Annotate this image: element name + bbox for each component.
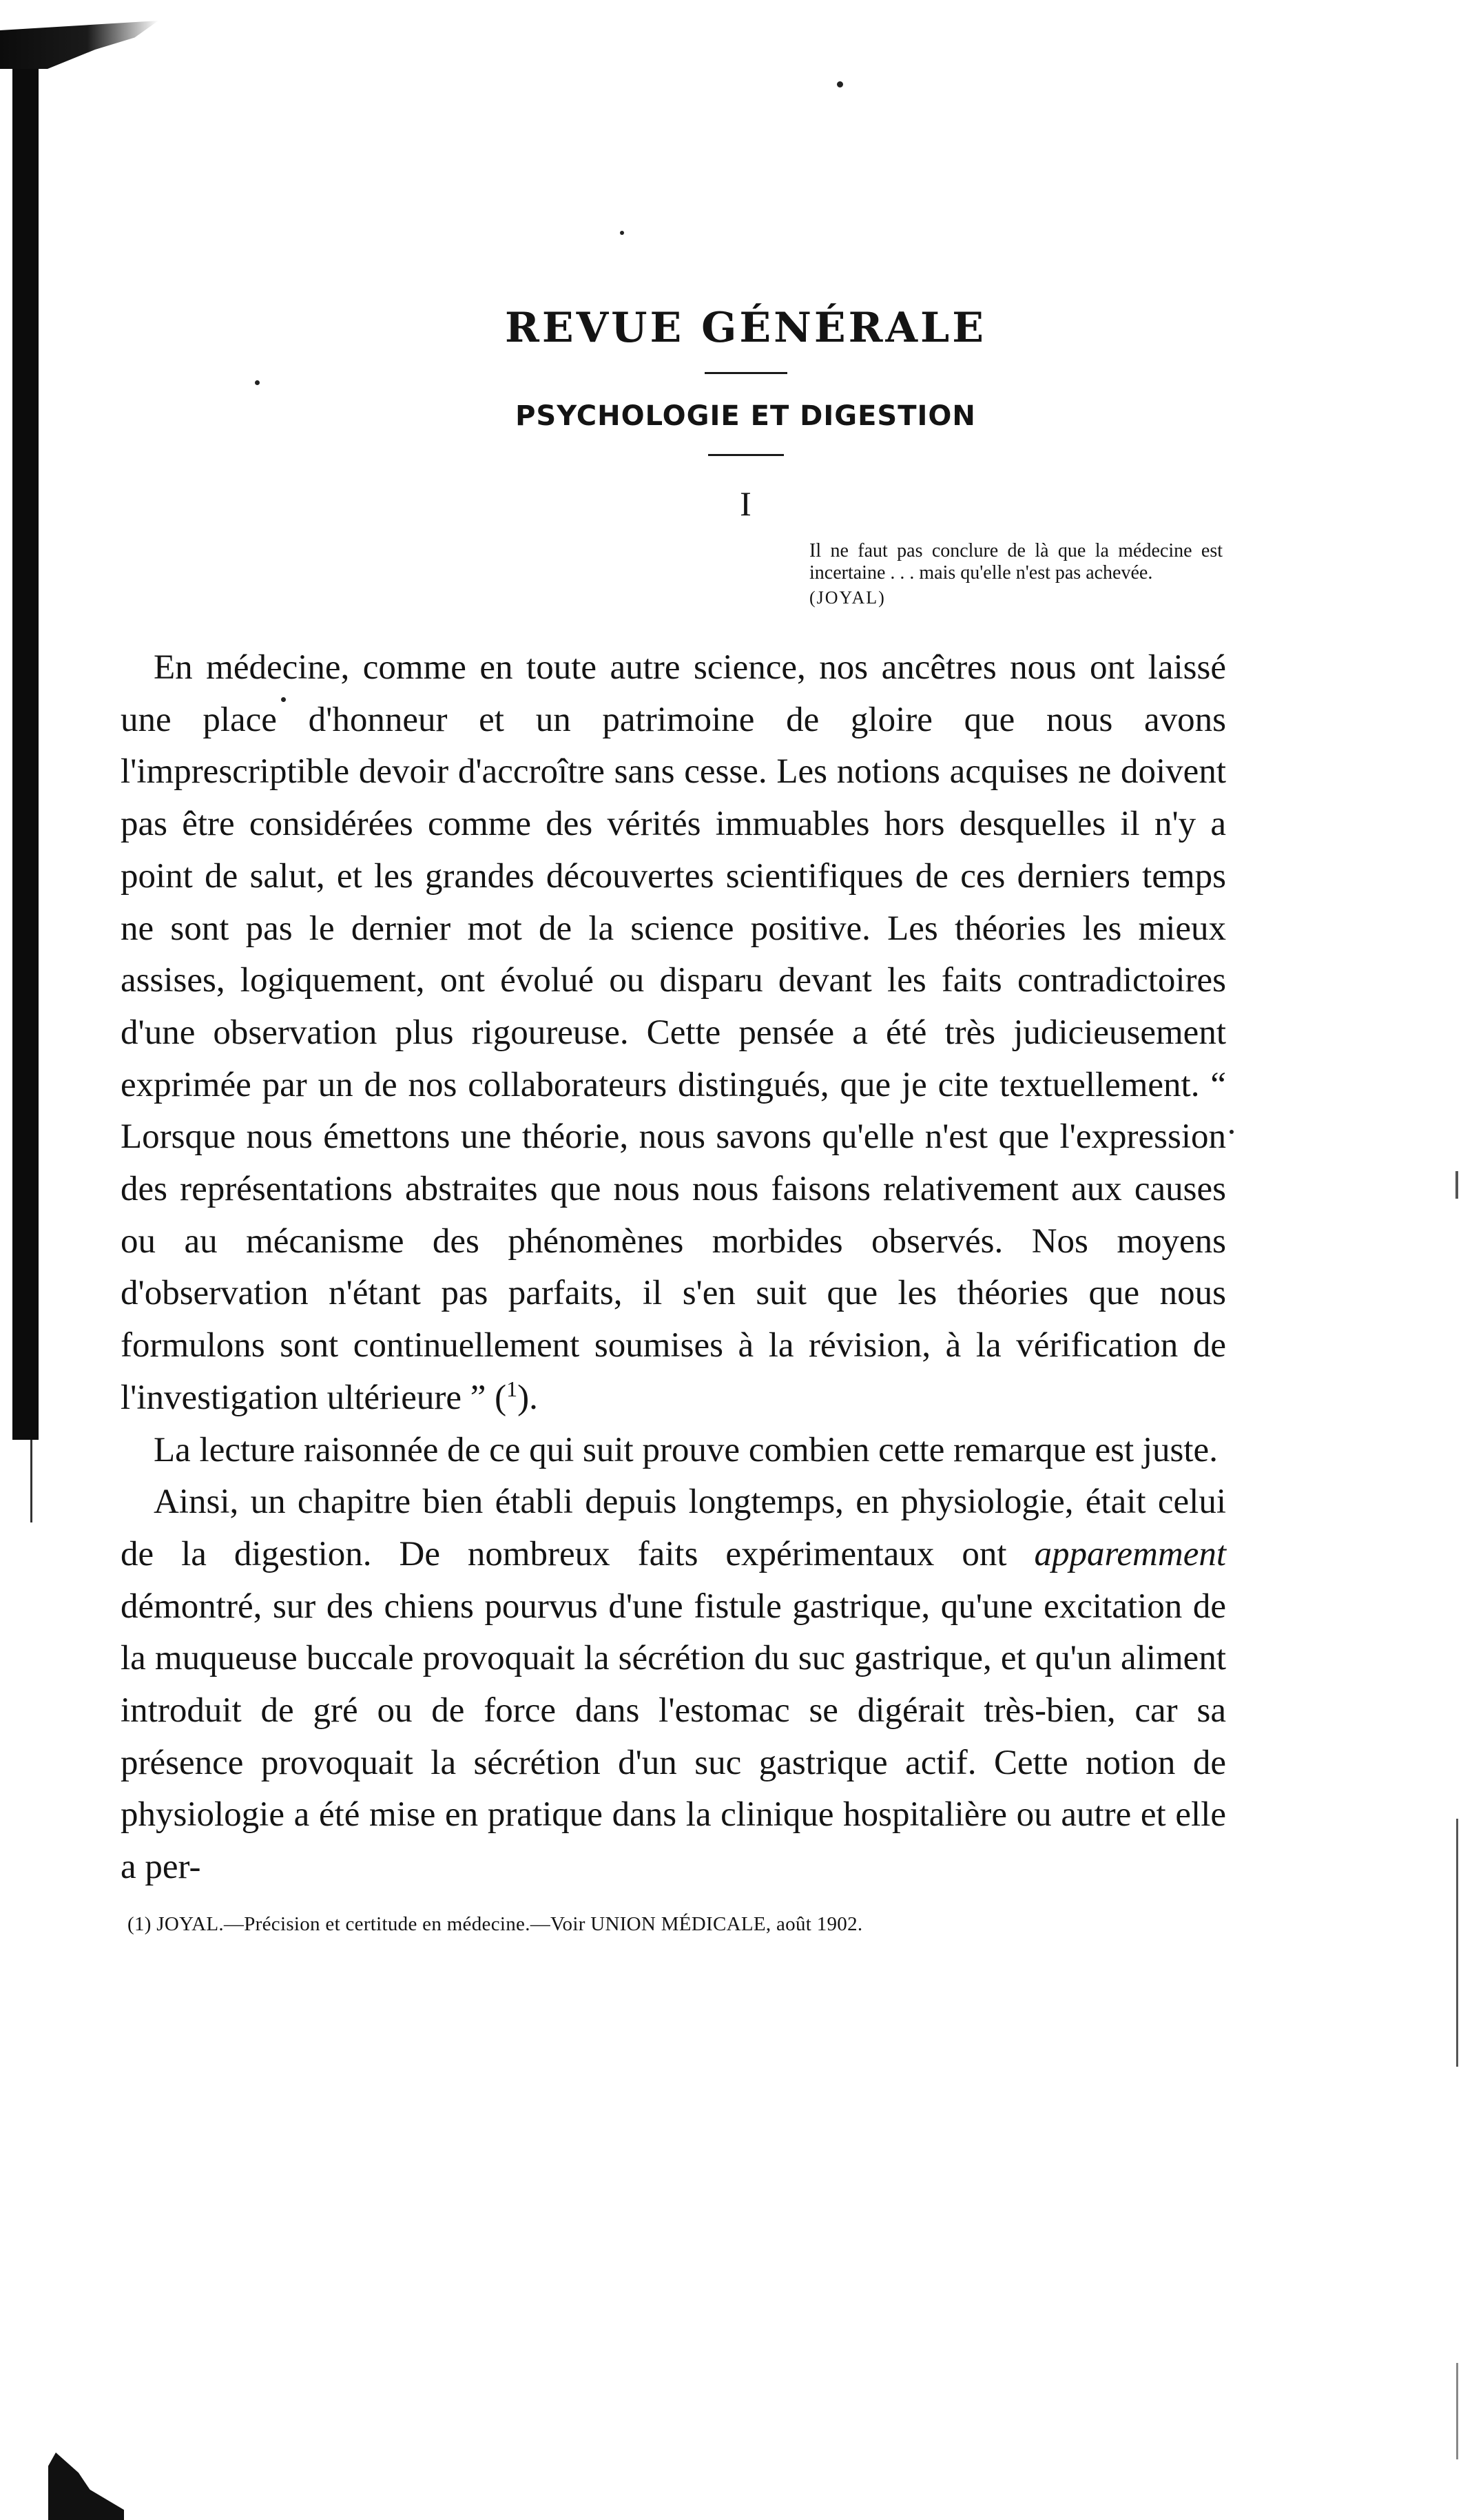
scan-line [30,1440,32,1522]
title-divider [705,372,787,374]
subtitle-divider [708,454,784,456]
paragraph-text: Ainsi, un chapitre bien établi depuis longtemps, en physiologie, était celui de la digestion. De nombreux faits expérimentaux ont [121,1483,1226,1573]
scan-mark [1456,1819,1458,2067]
scan-speck [1230,1130,1234,1134]
paragraph [121,1476,1226,1894]
binding-corner-bottom [48,2452,124,2520]
scan-speck [837,81,843,87]
paragraph-text: démontré, sur des chiens pourvus d'une fistule gastrique, qu'une excitation de la muqueuse buccale provoquait la sécrétion du suc gastrique, et qu'un aliment introduit de gré ou de force dans l'estomac se digérait très-bien, car sa présence provoquait la sécrétion d'un suc gastrique actif. Cette notion de physiologie a été mise en pratique dans la clinique hospitalière ou autre et elle a per- [121,1587,1226,1887]
section-number: I [740,484,751,523]
page-title: REVUE GÉNÉRALE [505,304,986,352]
scan-speck [620,231,624,235]
epigraph [809,540,1223,609]
footnote-reference: 1 [506,1376,518,1401]
document-page [121,303,1226,1937]
scan-mark [1455,1171,1458,1199]
paragraph: La lecture raisonnée de ce qui suit prouve combien cette remarque est juste. [154,1430,1218,1469]
article-body [121,642,1226,1894]
scan-mark [1456,2363,1458,2459]
article-subtitle: PSYCHOLOGIE ET DIGESTION [515,400,976,432]
paragraph-text: En médecine, comme en toute autre science, nos ancêtres nous ont laissé une place d'honneur et un patrimoine de gloire que nous avons l'imprescriptible devoir d'accroître sans cesse. Les notions acquises ne doivent pas être considérées comme des vérités immuables hors desquelles il n'y a point de salut, et les grandes découvertes scientifiques de ces derniers temps ne sont pas le dernier mot de la science positive. Les théories les mieux assises, logiquement, ont évolué ou disparu devant les faits contradictoires d'une observation plus rigoureuse. Cette pensée a été très judicieusement exprimée par un de nos collaborateurs distingués, que je cite textuellement. “ Lorsque nous émettons une théorie, nous savons qu'elle n'est que l'expression des représentations abstraites que nous nous faisons relativement aux causes ou au mécanisme des phénomènes morbides observés. Nos moyens d'observation n'étant pas parfaits, il s'en suit que les théories que nous formulons sont continuellement soumises à la révision, à la vérification de l'investigation ultérieure ” ( [121,648,1226,1417]
paragraph [121,642,1226,1425]
emphasis-text: apparemment [1034,1534,1226,1573]
footnote: (1) JOYAL.—Précision et certitude en médecine.—Voir UNION MÉDICALE, août 1902. [127,1912,863,1935]
paragraph-text: ). [517,1378,538,1417]
binding-corner-top [0,21,158,69]
binding-edge [12,41,39,1440]
epigraph-author: (JOYAL) [809,588,886,608]
epigraph-quote: Il ne faut pas conclure de là que la médecine est incertaine . . . mais qu'elle n'est pas achevée. [809,540,1223,583]
